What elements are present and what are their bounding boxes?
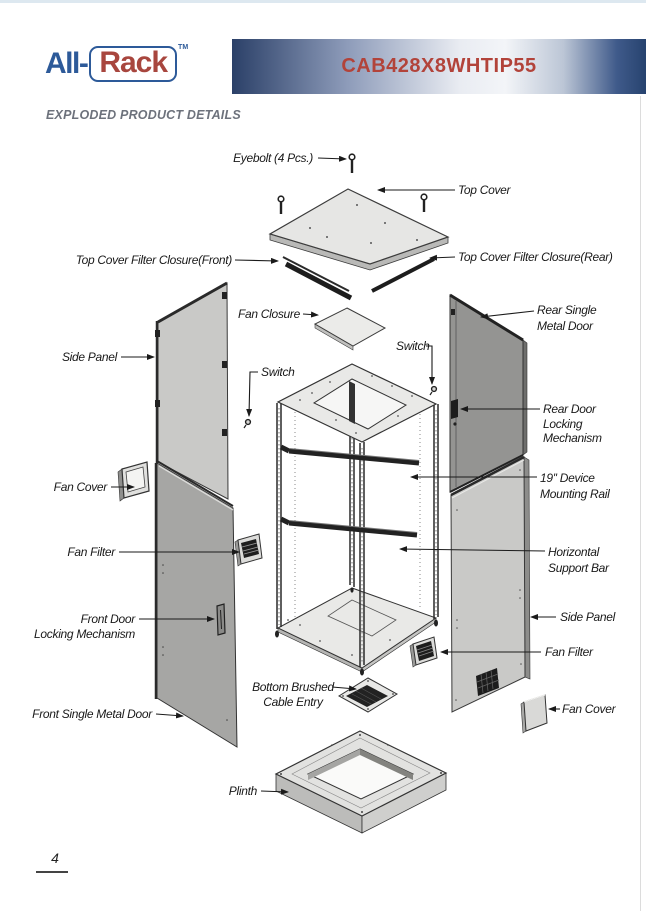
label-text: Front Single Metal Door	[32, 707, 152, 721]
label-top-cover	[458, 183, 510, 199]
label-fan-cover-left	[54, 480, 107, 496]
label-top-cover-filter-front	[76, 253, 232, 269]
label-text: Rear Door	[543, 402, 596, 416]
label-text: Locking	[543, 416, 583, 431]
label-text: Cable Entry	[263, 695, 323, 709]
label-fan-cover-right	[562, 702, 615, 718]
section-title: EXPLODED PRODUCT DETAILS	[46, 108, 241, 122]
label-device-mounting-rail	[540, 470, 609, 502]
label-text: Rear Single	[537, 303, 597, 317]
label-fan-filter-left	[67, 545, 115, 561]
label-side-panel-left	[62, 350, 117, 366]
label-text: Horizontal	[548, 545, 600, 559]
logo-text-all: All-	[45, 47, 88, 80]
label-text: Top Cover Filter Closure(Front)	[75, 253, 232, 267]
label-eyebolt	[233, 151, 313, 167]
label-bottom-brushed-cable-entry	[233, 680, 353, 710]
label-side-panel-right	[560, 610, 615, 626]
label-text: Fan Closure	[237, 307, 300, 321]
label-text: Mechanism	[543, 431, 602, 445]
model-code: CAB428X8WHTIP55	[341, 55, 537, 77]
label-text: Top Cover Filter Closure(Rear)	[458, 250, 613, 264]
label-text: Top Cover	[458, 183, 511, 197]
label-text: Switch	[396, 339, 430, 353]
label-text: Fan Cover	[562, 702, 616, 716]
switch-left-part	[244, 420, 250, 428]
label-front-door-locking	[34, 612, 135, 642]
top-cover-filter-closure-front-part	[283, 257, 351, 298]
label-text: Locking Mechanism	[34, 627, 135, 641]
label-text: Fan Cover	[53, 480, 107, 494]
fan-cover-left-part	[118, 462, 149, 501]
leader-rear-door	[481, 311, 534, 317]
leader-filter-rear	[430, 257, 455, 258]
leader-switch-left	[249, 372, 258, 416]
label-text: Side Panel	[61, 350, 117, 364]
plinth-part	[276, 731, 446, 833]
label-text: Side Panel	[560, 610, 616, 624]
top-cover-part	[270, 189, 448, 270]
leader-fan-closure	[303, 314, 318, 315]
fan-filter-right-part	[410, 637, 437, 667]
label-plinth	[229, 784, 257, 800]
side-panel-right-part	[451, 457, 530, 712]
label-fan-filter-right	[545, 645, 593, 661]
leader-front-door	[156, 714, 183, 716]
label-front-single-metal-door	[32, 707, 152, 723]
label-text: Plinth	[228, 784, 257, 798]
label-text: Metal Door	[537, 318, 593, 333]
label-text: Eyebolt (4 Pcs.)	[233, 151, 313, 165]
label-switch-right	[396, 339, 430, 355]
logo-trademark: TM	[178, 44, 189, 51]
rack-frame-part	[275, 364, 438, 676]
page-number-rule	[36, 871, 68, 873]
label-text: Fan Filter	[67, 545, 115, 559]
label-horizontal-support-bar	[548, 544, 609, 576]
label-text: Mounting Rail	[540, 487, 610, 501]
label-text: Bottom Brushed	[252, 680, 334, 694]
label-text: 19'' Device	[540, 471, 595, 485]
label-text: Support Bar	[548, 561, 609, 575]
front-door-handle	[217, 604, 225, 635]
front-single-metal-door-part	[156, 461, 237, 747]
label-rear-door-locking	[543, 402, 602, 446]
page-number: 4	[51, 850, 59, 866]
logo-text-rack: Rack	[89, 46, 177, 82]
label-text: Switch	[261, 365, 295, 379]
fan-cover-right-part	[521, 695, 547, 733]
label-text: Front Door	[80, 612, 135, 626]
label-rear-single-metal-door	[537, 303, 596, 334]
switch-right-part	[430, 387, 436, 395]
leader-filter-front	[235, 260, 278, 261]
label-fan-closure	[238, 307, 300, 323]
fan-closure-part	[315, 308, 385, 350]
leader-eyebolt	[318, 158, 346, 159]
fan-filter-left-part	[235, 534, 262, 566]
label-text: Fan Filter	[545, 645, 593, 659]
label-top-cover-filter-rear	[458, 250, 613, 266]
label-switch-left	[261, 365, 295, 381]
